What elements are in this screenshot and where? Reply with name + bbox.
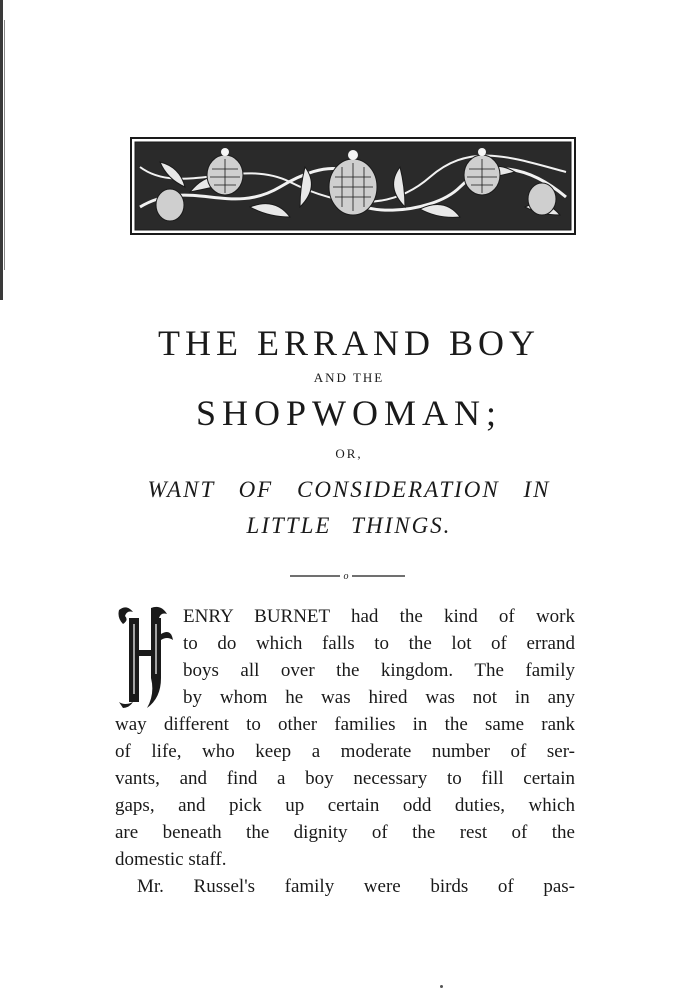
paragraph-1-wrapped bbox=[183, 603, 575, 711]
paragraph-1-full bbox=[115, 711, 575, 900]
paragraph-1-line-1: ENRY BURNET had the kind of work bbox=[183, 606, 575, 627]
rule-mark: o bbox=[343, 571, 349, 582]
page-binding-edge bbox=[0, 0, 3, 300]
section-rule bbox=[290, 570, 405, 582]
paragraph-1-line-5: way different to other families in the same rank bbox=[115, 714, 575, 735]
thistle-ornament-icon bbox=[130, 137, 576, 235]
paragraph-1-line-3: boys all over the kingdom. The family bbox=[183, 660, 575, 681]
page-binding-shadow bbox=[4, 20, 5, 270]
paragraph-1-line-2: to do which falls to the lot of errand bbox=[183, 633, 575, 654]
paragraph-1-line-6: of life, who keep a moderate number of ser- bbox=[115, 741, 575, 762]
paragraph-1-line-9: are beneath the dignity of the rest of the bbox=[115, 822, 575, 843]
title-and-the: AND THE bbox=[313, 370, 385, 385]
title-line-1: THE ERRAND BOY bbox=[158, 323, 540, 363]
paragraph-1-line-10: domestic staff. bbox=[115, 849, 227, 870]
title-or: OR, bbox=[335, 446, 363, 461]
ornamental-initial-h-icon bbox=[115, 604, 177, 710]
paragraph-1-line-7: vants, and find a boy necessary to fill certain bbox=[115, 768, 575, 789]
subtitle-line-1: WANT OF CONSIDERATION IN bbox=[147, 477, 551, 502]
print-speck bbox=[440, 985, 443, 988]
paragraph-1-line-8: gaps, and pick up certain odd duties, which bbox=[115, 795, 575, 816]
paragraph-1-line-4: by whom he was hired was not in any bbox=[183, 687, 575, 708]
title-line-2: SHOPWOMAN; bbox=[195, 393, 503, 433]
paragraph-2-line-1: Mr. Russel's family were birds of pas- bbox=[137, 876, 575, 897]
subtitle-line-2: LITTLE THINGS. bbox=[246, 513, 452, 538]
